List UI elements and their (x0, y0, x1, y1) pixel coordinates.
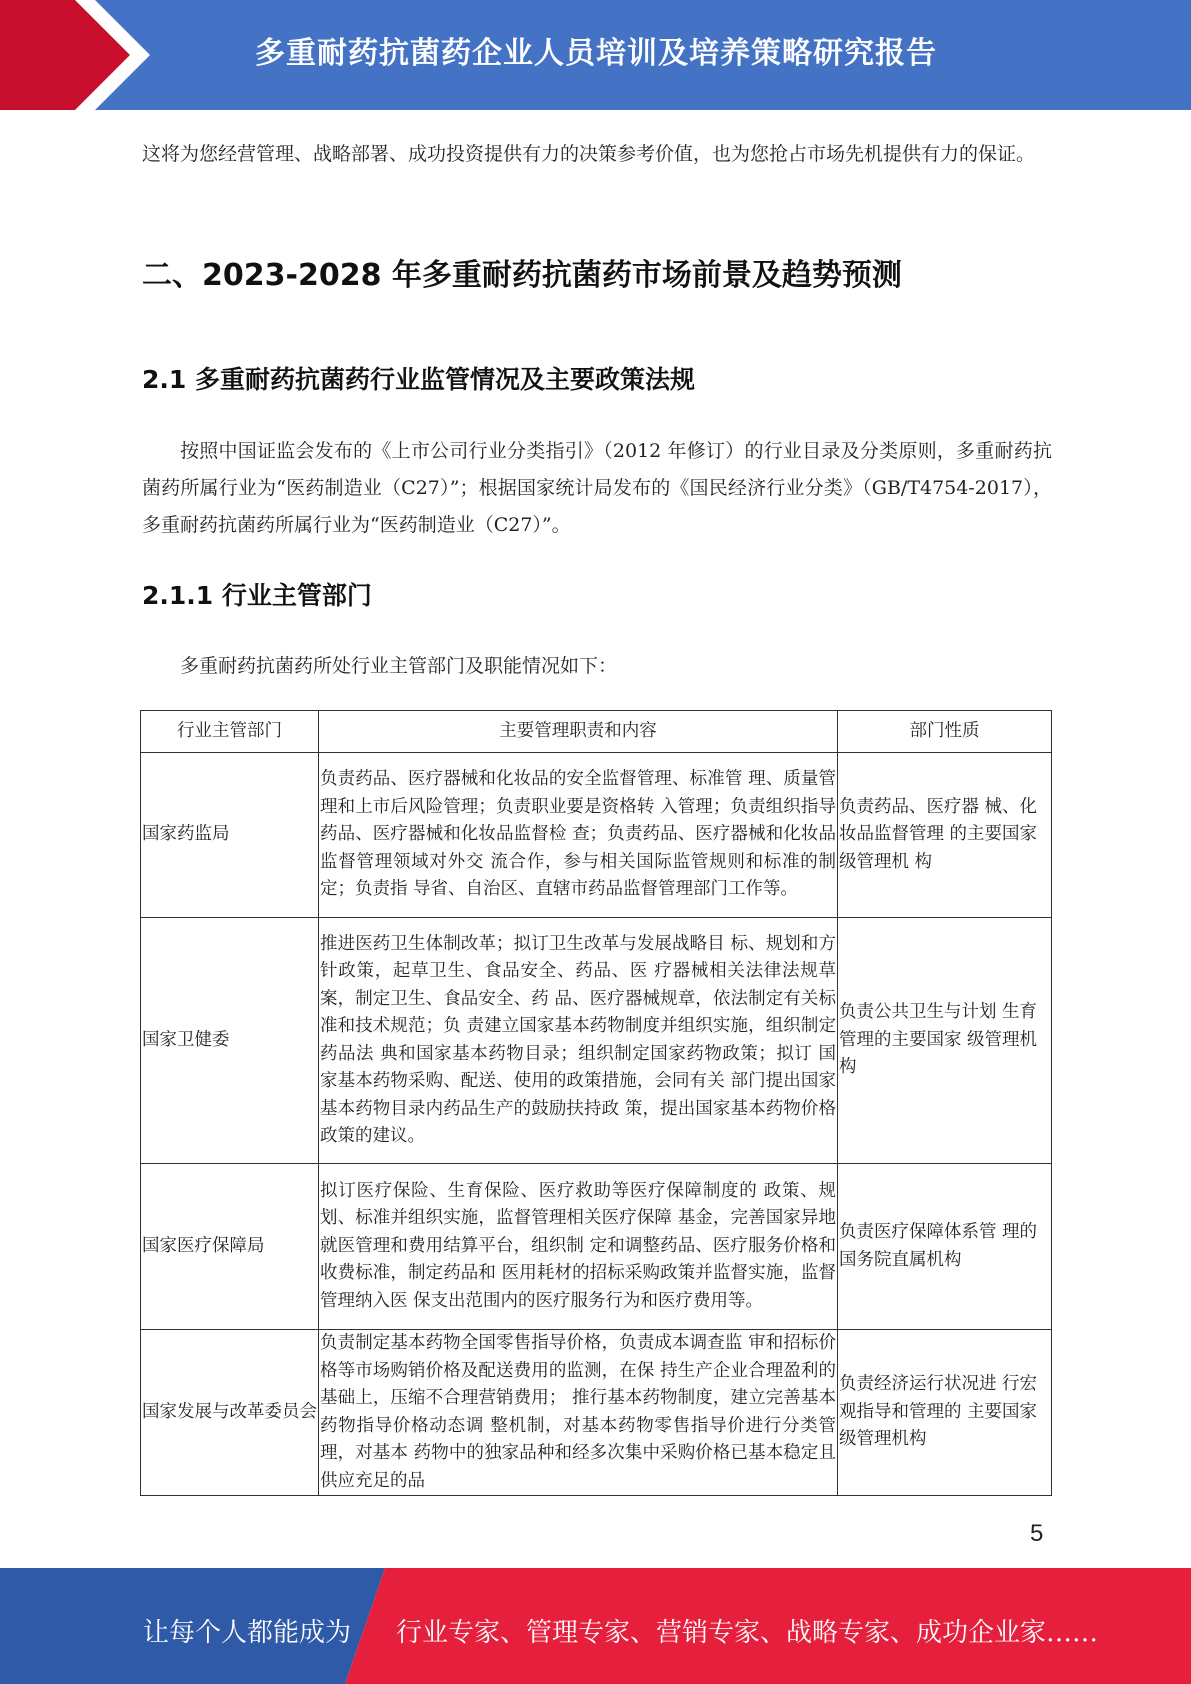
table-cell-nature: 负责药品、医疗器 械、化妆品监督管理 的主要国家级管理机 构 (838, 753, 1052, 918)
table-header-row (141, 711, 1052, 753)
page-header (0, 0, 1191, 110)
table-row (141, 753, 1052, 918)
subsubsection-paragraph-block (142, 648, 1052, 685)
table-cell-nature: 负责经济运行状况进 行宏观指导和管理的 主要国家级管理机构 (838, 1330, 1052, 1496)
subsubsection-paragraph: 多重耐药抗菌药所处行业主管部门及职能情况如下： (180, 655, 618, 677)
table-row (141, 1164, 1052, 1330)
subsection-heading: 2.1 多重耐药抗菌药行业监管情况及主要政策法规 (142, 365, 695, 394)
table-cell-duty: 负责制定基本药物全国零售指导价格，负责成本调查监 审和招标价格等市场购销价格及配送费用的监测，在保 持生产企业合理盈利的基础上，压缩不合理营销费用； 推行基本药物制度，建立完善基本药物指导价格动态调 整机制，对基本药物零售指导价进行分类管理，对基本 药物中的独家品种和经多次集中采购价格已基本稳定且 供应充足的品 (319, 1330, 838, 1496)
table-cell-duty: 推进医药卫生体制改革；拟订卫生改革与发展战略目 标、规划和方针政策，起草卫生、食品安全、药品、医 疗器械相关法律法规草案，制定卫生、食品安全、药 品、医疗器械规章，依法制定有关标准和技术规范；负 责建立国家基本药物制度并组织实施，组织制定药品法 典和国家基本药物目录；组织制定国家药物政策；拟订 国家基本药物采购、配送、使用的政策措施，会同有关 部门提出国家基本药物目录内药品生产的鼓励扶持政 策，提出国家基本药物价格政策的建议。 (319, 918, 838, 1164)
table-row (141, 1330, 1052, 1496)
table-cell-duty: 负责药品、医疗器械和化妆品的安全监督管理、标准管 理、质量管理和上市后风险管理；负责职业要是资格转 入管理；负责组织指导药品、医疗器械和化妆品监督检 查；负责药品、医疗器械和化妆品监督管理领域对外交 流合作，参与相关国际监管规则和标准的制定；负责指 导省、自治区、直辖市药品监督管理部门工作等。 (319, 753, 838, 918)
footer-slogan-right: 行业专家、管理专家、营销专家、战略专家、成功企业家…… (396, 1618, 1099, 1648)
subsection-paragraph-block (142, 433, 1052, 544)
table-cell-dept: 国家卫健委 (141, 918, 319, 1164)
page-number: 5 (1030, 1520, 1044, 1547)
table-row (141, 918, 1052, 1164)
department-table (140, 710, 1052, 1496)
table-cell-dept: 国家药监局 (141, 753, 319, 918)
intro-paragraph-block (142, 136, 1052, 173)
header-title: 多重耐药抗菌药企业人员培训及培养策略研究报告 (255, 36, 937, 71)
table-cell-nature: 负责医疗保障体系管 理的国务院直属机构 (838, 1164, 1052, 1330)
table-cell-dept: 国家医疗保障局 (141, 1164, 319, 1330)
footer-slogan-left: 让每个人都能成为 (143, 1618, 352, 1648)
intro-paragraph: 这将为您经营管理、战略部署、成功投资提供有力的决策参考价值，也为您抢占市场先机提供有力的保证。 (142, 143, 1036, 165)
column-header-dept: 行业主管部门 (141, 711, 319, 753)
subsubsection-heading: 2.1.1 行业主管部门 (142, 581, 372, 610)
table-cell-nature: 负责公共卫生与计划 生育管理的主要国家 级管理机构 (838, 918, 1052, 1164)
column-header-duty: 主要管理职责和内容 (319, 711, 838, 753)
page-footer (0, 1568, 1191, 1684)
table-cell-dept: 国家发展与改革委员会 (141, 1330, 319, 1496)
column-header-nature: 部门性质 (838, 711, 1052, 753)
table-cell-duty: 拟订医疗保险、生育保险、医疗救助等医疗保障制度的 政策、规划、标准并组织实施，监督管理相关医疗保障 基金，完善国家异地就医管理和费用结算平台，组织制 定和调整药品、医疗服务价格和收费标准，制定药品和 医用耗材的招标采购政策并监督实施，监督管理纳入医 保支出范围内的医疗服务行为和医疗费用等。 (319, 1164, 838, 1330)
subsection-paragraph: 按照中国证监会发布的《上市公司行业分类指引》（2012 年修订）的行业目录及分类原则，多重耐药抗菌药所属行业为“医药制造业（C27）”；根据国家统计局发布的《国民经济行业分类》（GB/T4754-2017），多重耐药抗菌药所属行业为“医药制造业（C27）”。 (142, 440, 1052, 536)
section-heading: 二、2023-2028 年多重耐药抗菌药市场前景及趋势预测 (142, 258, 902, 293)
